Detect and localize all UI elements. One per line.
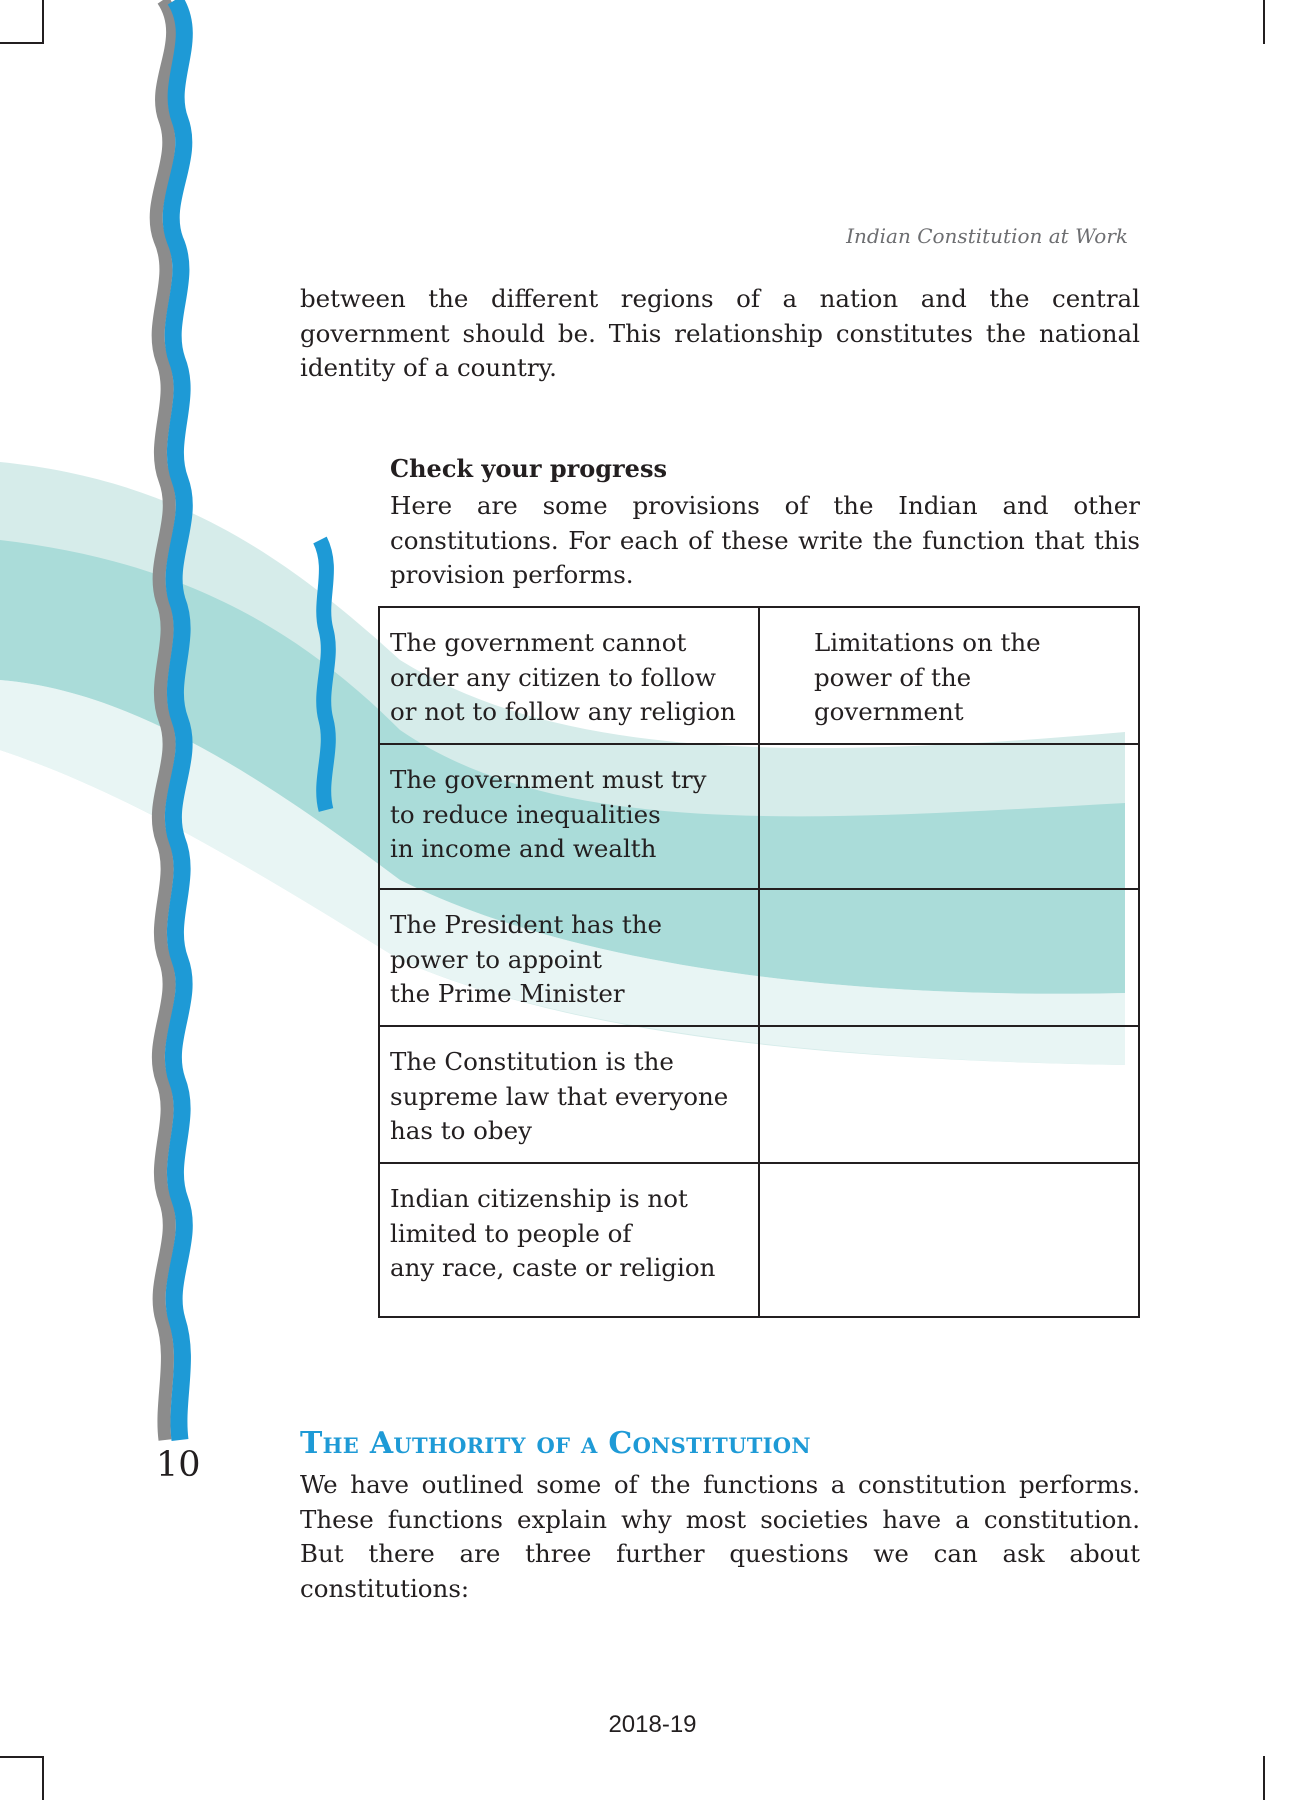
function-cell: Limitations on the power of the government [759,607,1139,744]
section-paragraph: We have outlined some of the functions a constitution performs. These functions explain why most societies have a constitution. But there are three further questions we can ask about constitutions: [300,1470,1140,1603]
table-row [379,889,1139,1026]
table-row [379,607,1139,744]
page-number: 10 [156,1445,201,1485]
function-cell [759,744,1139,889]
section-heading: The Authority of a Constitution [300,1426,811,1461]
function-cell [759,1026,1139,1163]
provision-cell: The Constitution is the supreme law that everyone has to obey [379,1026,759,1163]
crop-mark [1263,1756,1265,1800]
crop-mark [42,0,44,44]
crop-mark [0,42,44,44]
footer-year: 2018-19 [608,1711,697,1738]
provision-cell: The President has the power to appoint the Prime Minister [379,889,759,1026]
function-cell [759,889,1139,1026]
table-row [379,1163,1139,1317]
check-progress-instructions: Here are some provisions of the Indian and other constitutions. For each of these write the function that this provision performs. [390,491,1140,589]
provision-cell: Indian citizenship is not limited to people of any race, caste or religion [379,1163,759,1317]
table-row [379,1026,1139,1163]
crop-mark [0,1756,44,1758]
function-cell [759,1163,1139,1317]
squiggle-small-blue [320,540,328,810]
check-progress-title: Check your progress [390,454,667,483]
crop-mark [42,1756,44,1800]
table-row [379,744,1139,889]
running-header: Indian Constitution at Work [846,224,1128,248]
crop-mark [1263,0,1265,44]
intro-paragraph: between the different regions of a nation and the central government should be. This relationship constitutes the national identity of a country. [300,284,1140,382]
provisions-table [378,606,1140,1318]
provision-cell: The government cannot order any citizen to follow or not to follow any religion [379,607,759,744]
provision-cell: The government must try to reduce inequalities in income and wealth [379,744,759,889]
